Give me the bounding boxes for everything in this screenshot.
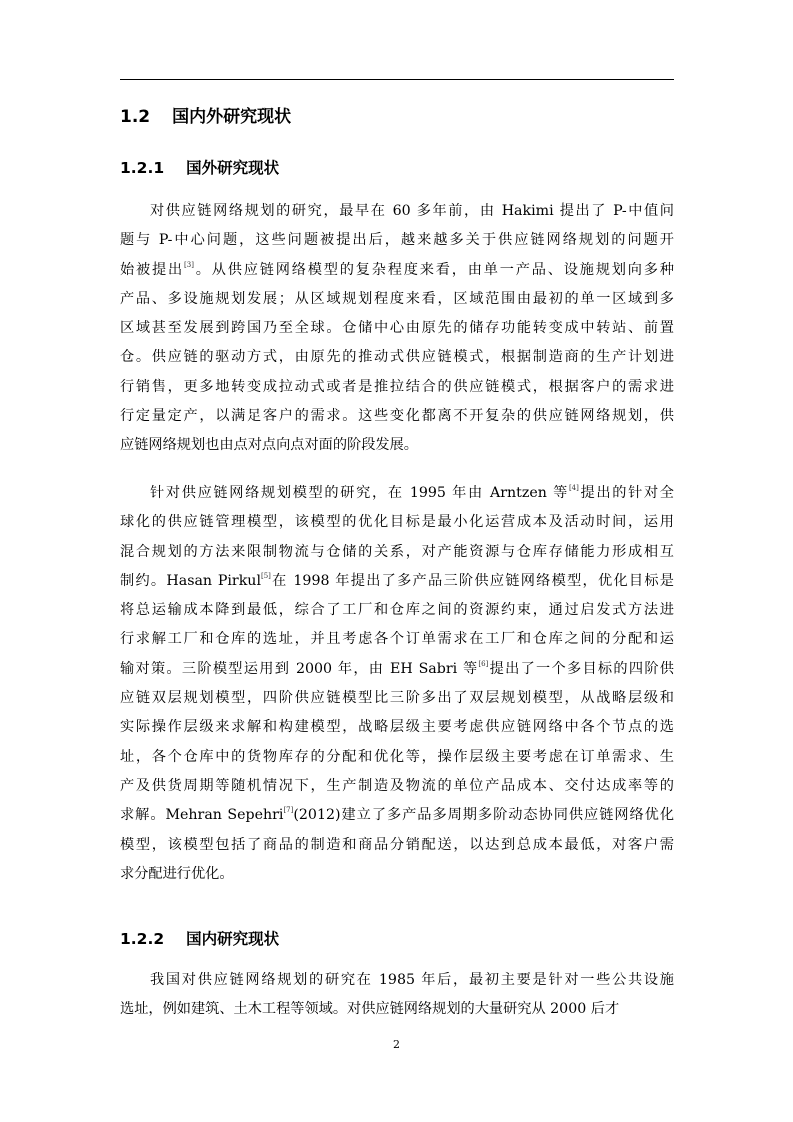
text-line: 球化的供应链管理模型，该模型的优化目标是最小化运营成本及活动时间，运用 — [120, 514, 674, 531]
text-line — [120, 567, 674, 596]
text-line: 仓。供应链的驱动方式，由原先的推动式供应链模式，根据制造商的生产计划进 — [120, 349, 674, 366]
section-number: 1.2 — [120, 107, 151, 127]
text-line: 产及供货周期等随机情况下，生产制造及物流的单位产品成本、交付达成率等的 — [120, 777, 674, 794]
text-line: 我国对供应链网络规划的研究在 1985 年后，最初主要是针对一些公共设施 — [150, 972, 674, 988]
text-segment: (2012)建立了多产品多周期多阶动态协同供应链网络优化 — [293, 807, 675, 824]
paragraph-domestic — [120, 966, 674, 1025]
text-segment: 输对策。三阶模型运用到 2000 年，由 EH Sabri 等 — [120, 660, 479, 677]
text-line — [120, 801, 674, 830]
text-line: 模型，该模型包括了商品的制造和商品分销配送，以达到总成本最低，对客户需 — [120, 836, 674, 853]
subsection-heading-domestic — [120, 927, 674, 951]
text-line: 混合规划的方法来限制物流与仓储的关系，对产能资源与仓库存储能力形成相互 — [120, 543, 674, 560]
text-line: 对供应链网络规划的研究，最早在 60 多年前，由 Hakimi 提出了 P-中值问 — [150, 203, 674, 219]
text-segment: 提出了一个多目标的四阶供 — [488, 660, 674, 677]
text-line: 行求解工厂和仓库的选址，并且考虑各个订单需求在工厂和仓库之间的分配和运 — [120, 631, 674, 648]
text-line: 实际操作层级来求解和构建模型，战略层级主要考虑供应链网络中各个节点的选 — [120, 719, 674, 736]
text-segment: 始被提出 — [120, 261, 185, 278]
text-line — [120, 479, 674, 508]
text-line: 区域甚至发展到跨国乃至全球。仓储中心由原先的储存功能转变成中转站、前置 — [120, 320, 674, 337]
text-line: 题与 P-中心问题，这些问题被提出后，越来越多关于供应链网络规划的问题开 — [120, 232, 674, 249]
text-segment: 提出的针对全 — [578, 485, 674, 501]
citation-marker: [5] — [260, 571, 271, 580]
text-segment: 制约。Hasan Pirkul — [120, 572, 261, 589]
text-segment: 。从供应链网络模型的复杂程度来看，由单一产品、设施规划向多种 — [193, 261, 674, 278]
paragraph-foreign-models — [120, 479, 674, 889]
subsection-number: 1.2.1 — [120, 159, 165, 177]
text-line: 产品、多设施规划发展；从区域规划程度来看，区域范围由最初的单一区域到多 — [120, 290, 674, 307]
header-rule — [120, 79, 674, 80]
text-line: 将总运输成本降到最低，综合了工厂和仓库之间的资源约束，通过启发式方法进 — [120, 602, 674, 619]
subsection-title: 国内研究现状 — [186, 930, 280, 948]
citation-marker: [7] — [283, 806, 294, 815]
text-line: 应链网络规划也由点对点向点对面的阶段发展。 — [120, 437, 418, 454]
subsection-heading-foreign — [120, 156, 674, 180]
text-line: 行定量定产，以满足客户的需求。这些变化都离不开复杂的供应链网络规划，供 — [120, 408, 674, 425]
subsection-title: 国外研究现状 — [186, 159, 280, 177]
text-line: 求分配进行优化。 — [120, 865, 234, 882]
text-line — [120, 655, 674, 684]
text-line: 行销售，更多地转变成拉动式或者是推拉结合的供应链模式，根据客户的需求进 — [120, 378, 674, 395]
subsection-number: 1.2.2 — [120, 930, 165, 948]
page-number: 2 — [393, 1038, 400, 1051]
citation-marker: [3] — [184, 260, 194, 269]
citation-marker: [4] — [568, 484, 579, 492]
text-line: 选址，例如建筑、土木工程等领域。对供应链网络规划的大量研究从 2000 后才 — [120, 1001, 620, 1018]
paragraph-foreign-overview — [120, 197, 674, 461]
section-title: 国内外研究现状 — [172, 107, 292, 127]
text-line: 址，各个仓库中的货物库存的分配和优化等，操作层级主要考虑在订单需求、生 — [120, 748, 674, 765]
citation-marker: [6] — [478, 659, 489, 668]
section-heading — [120, 104, 674, 130]
text-line: 应链双层规划模型，四阶供应链模型比三阶多出了双层规划模型，从战略层级和 — [120, 690, 674, 707]
text-segment: 在 1998 年提出了多产品三阶供应链网络模型，优化目标是 — [270, 572, 674, 589]
text-segment: 求解。Mehran Sepehri — [120, 807, 284, 824]
text-segment: 针对供应链网络规划模型的研究，在 1995 年由 Arntzen 等 — [150, 485, 569, 501]
text-line — [120, 256, 674, 285]
